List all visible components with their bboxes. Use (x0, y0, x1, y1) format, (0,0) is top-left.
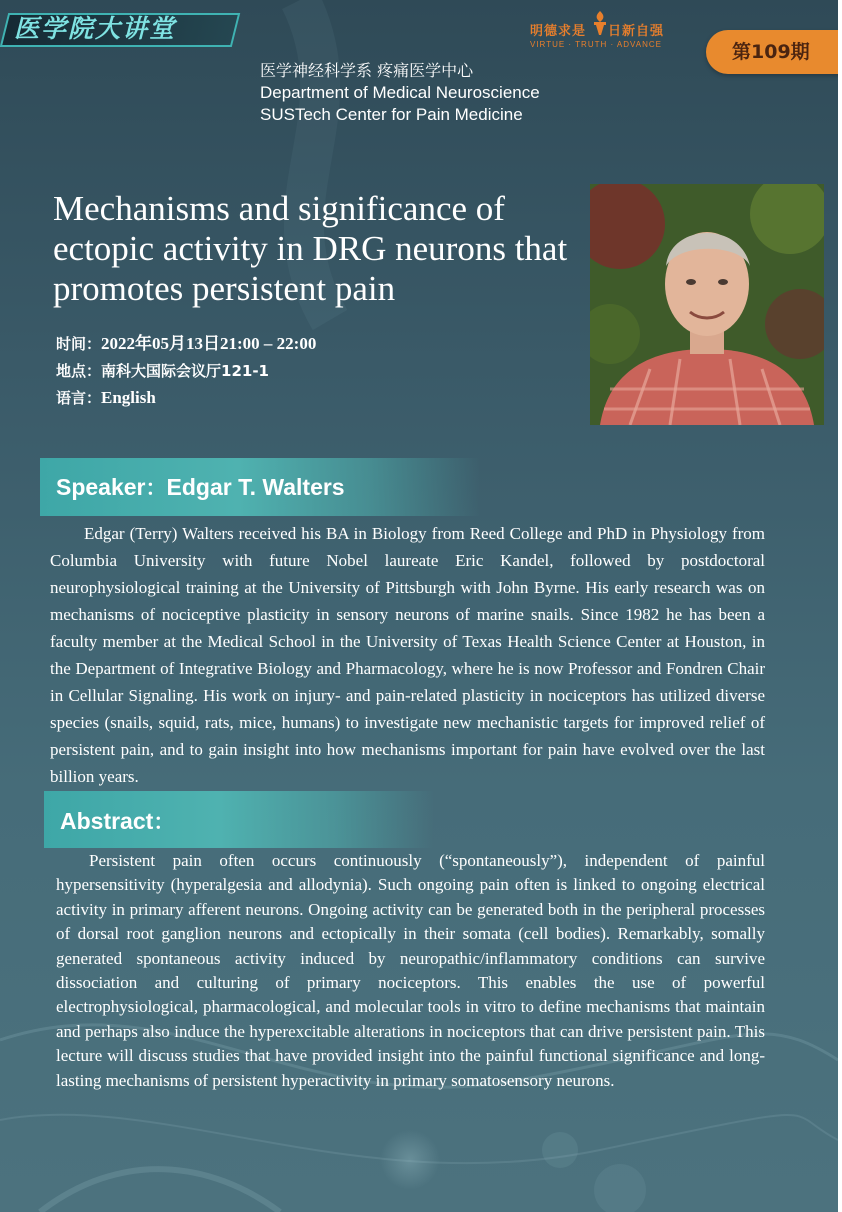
university-motto (530, 10, 690, 52)
motto-english: VIRTUE · TRUTH · ADVANCE (530, 40, 663, 49)
lecture-details (56, 333, 556, 414)
abstract-label: Abstract (60, 808, 154, 834)
abstract-header-bar (44, 791, 434, 848)
abstract-heading (60, 791, 174, 852)
time-label: 时间： (56, 335, 102, 353)
speaker-portrait (590, 184, 824, 425)
abstract-body: Persistent pain often occurs continuously (“spontaneously”), independent of painful hypersensitivity (hyperalgesia and allodynia). Such ongoing pain often is linked to ongoing electrical activity in primary afferent neurons. Ongoing activity can be generated both in the peripheral processes of dorsal root ganglion neurons and ectopically in their somata (cell bodies). Remarkably, somally generated spontaneous activity induced by neuropathic/inflammatory conditions can survive dissociation and culturing of primary nociceptors. This enables the use of powerful electrophysiological, pharmacological, and molecular tools in vitro to define mechanisms that maintain and perhaps also induce the hyperexcitable alterations in nociceptors that can drive persistent pain. This lecture will discuss studies that have provided insight into the painful functional significance and long-lasting mechanisms of persistent hyperactivity in primary somatosensory neurons. (56, 851, 765, 1090)
speaker-heading (56, 458, 345, 517)
abstract-separator: ： (153, 810, 175, 834)
place-row (56, 360, 556, 387)
speaker-name: Edgar T. Walters (166, 474, 345, 500)
speaker-bio: Edgar (Terry) Walters received his BA in Biology from Reed College and PhD in Physiology from Columbia University with future Nobel laureate Eric Kandel, followed by postdoctoral neurophysiological training at the University of Pittsburgh with John Byrne. His early research was on mechanisms of nociceptive plasticity in sensory neurons of marine snails. Since 1982 he has been a faculty member at the Medical School in the University of Texas Health Science Center at Houston, in the Department of Integrative Biology and Pharmacology, where he is now Professor and Fondren Chair in Cellular Signaling. His work on injury- and pain-related plasticity in nociceptors has utilized diverse species (snails, squid, rats, mice, humans) to investigate new mechanistic targets for improved relief of persistent pain, and to gain insight into how mechanisms important for pain have evolved over the last billion years. (50, 524, 765, 786)
lecture-title: Mechanisms and significance of ectopic activity in DRG neurons that promotes persistent pain (53, 189, 568, 308)
motto-left: 明德求是 (530, 24, 587, 39)
issue-badge (706, 30, 838, 74)
speaker-photo (590, 184, 824, 425)
center-english: SUSTech Center for Pain Medicine (260, 105, 523, 124)
language-row (56, 387, 556, 414)
place-label: 地点： (56, 362, 102, 380)
brand-title: 医学院大讲堂 (14, 14, 177, 43)
time-value: 2022年05月13日21:00 – 22:00 (101, 334, 317, 353)
speaker-separator: ： (145, 476, 167, 500)
speaker-header-bar (40, 458, 480, 516)
motto-right: 日新自强 (608, 24, 665, 39)
motto-chinese (530, 20, 664, 39)
time-row (56, 333, 556, 360)
language-label: 语言： (56, 389, 102, 407)
department-info (260, 60, 620, 126)
issue-number: 第109期 (732, 41, 810, 63)
speaker-label: Speaker (56, 474, 146, 500)
language-value: English (101, 388, 156, 407)
place-value: 南科大国际会议厅121-1 (101, 362, 269, 380)
department-english: Department of Medical Neuroscience (260, 83, 540, 102)
department-chinese: 医学神经科学系 疼痛医学中心 (260, 61, 474, 80)
